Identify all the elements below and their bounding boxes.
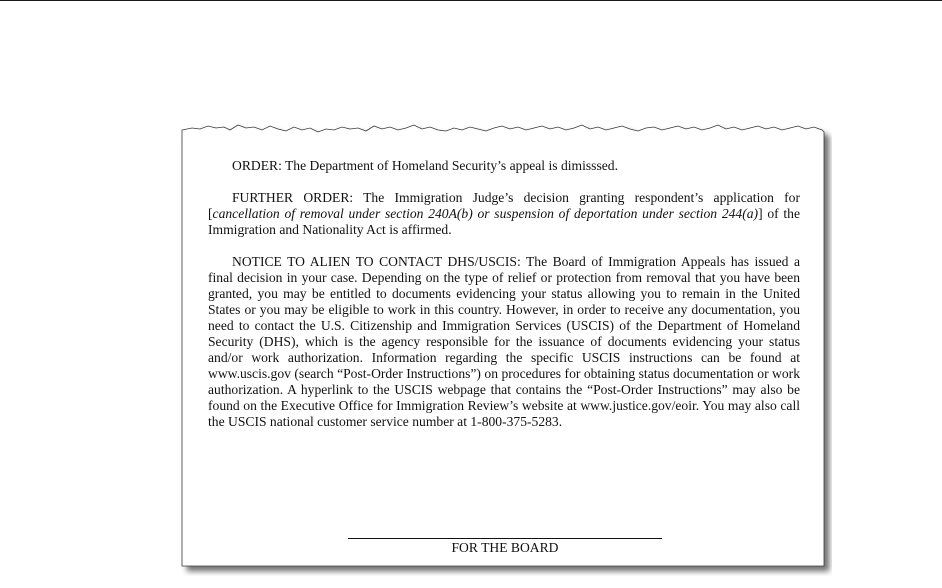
- top-divider: [0, 0, 942, 1]
- further-order-italic: cancellation of removal under section 240A(b) or suspension of deportation under section 244(a): [212, 206, 759, 221]
- further-order-prefix: FURTHER ORDER: The Immigration Judge’s decision granting respondent’s application for [: [208, 190, 800, 221]
- document-excerpt: [178, 118, 832, 576]
- notice-paragraph: NOTICE TO ALIEN TO CONTACT DHS/USCIS: The Board of Immigration Appeals has issued a final decision in your case. Depending on the type of relief or protection from removal that you have been granted, you may be entitled to documents evidencing your status allowing you to remain in the United States or you may be eligible to work in this country. However, in order to receive any documentation, you need to contact the U.S. Citizenship and Immigration Services (USCIS) of the Department of Homeland Security (DHS), which is the agency responsible for the issuance of documents evidencing your status and/or work authorization. Information regarding the specific USCIS instructions can be found at www.uscis.gov (search “Post-Order Instructions”) on procedures for obtaining status documentation or work authorization. A hyperlink to the USCIS webpage that contains the “Post-Order Instructions” may also be found on the Executive Office for Immigration Review’s website at www.justice.gov/eoir. You may also call the USCIS national customer service number at 1-800-375-5283.: [208, 254, 800, 429]
- further-order-suffix: ] of the Immigration and Nationality Act is affirmed.: [208, 206, 800, 237]
- document-text: [208, 158, 800, 446]
- signature-line: FOR THE BOARD: [348, 538, 662, 556]
- order-paragraph: ORDER: The Department of Homeland Security’s appeal is dimisssed.: [232, 158, 618, 173]
- further-order-paragraph: [208, 190, 800, 238]
